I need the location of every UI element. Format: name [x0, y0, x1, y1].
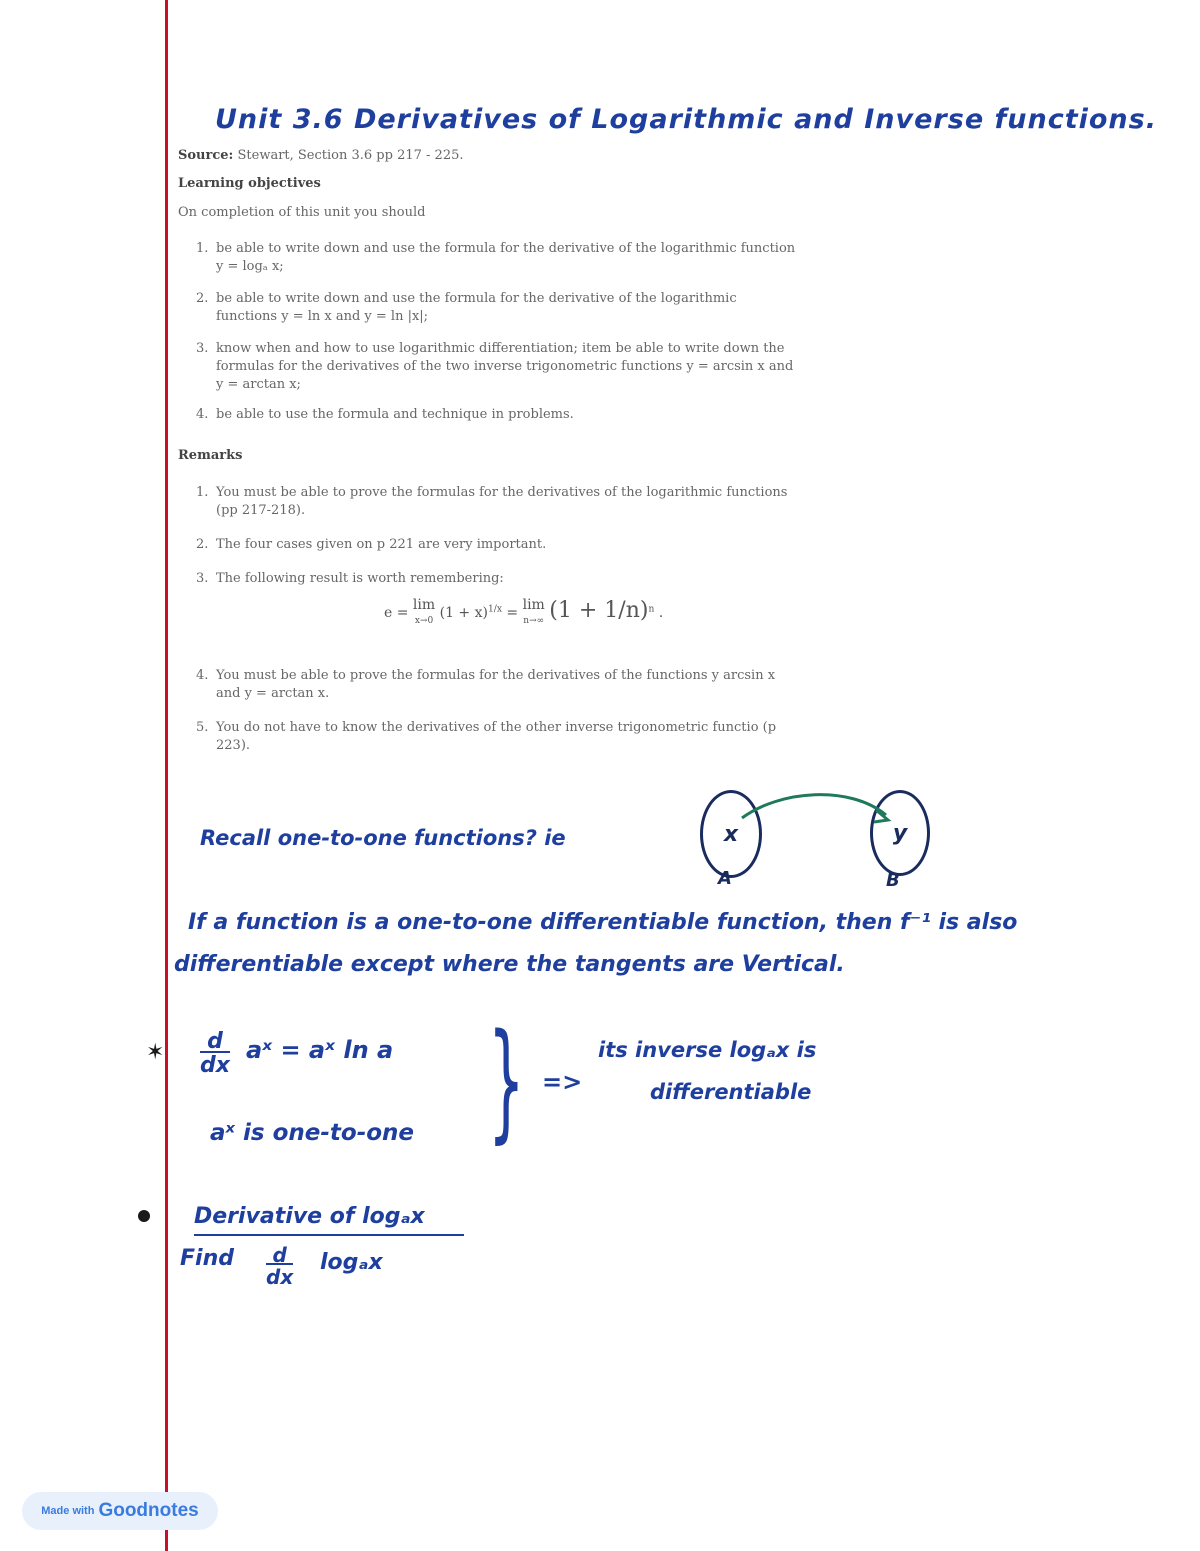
item-text: The following result is worth remembering: [216, 571, 504, 586]
item-number: 3. [196, 341, 209, 356]
item-text: be able to write down and use the formula for the derivative of the logarithmic function y = logₐ x; [216, 241, 796, 274]
formula-exp2: n [648, 604, 655, 615]
formula-eq: = [506, 605, 523, 621]
remarks-heading: Remarks [178, 448, 243, 463]
inverse-theorem-line1: If a function is a one-to-one differentiable function, then f⁻¹ is also [188, 910, 1018, 935]
formula-lim: lim [412, 597, 436, 613]
learning-objectives-heading: Learning objectives [178, 176, 321, 191]
item-text: know when and how to use logarithmic differentiation; item be able to write down the formulas for the derivatives of the two inverse trigonometric functions y = arcsin x and y = arctan x; [216, 341, 794, 392]
item-number: 1. [196, 485, 209, 500]
item-number: 1. [196, 241, 209, 256]
formula-base1: (1 + x) [439, 605, 488, 621]
star-icon: ✶ [146, 1040, 165, 1065]
source-text: Stewart, Section 3.6 pp 217 - 225. [237, 148, 464, 163]
set-b-variable: y [892, 820, 908, 846]
d-numerator: d [207, 1029, 223, 1054]
item-text: be able to use the formula and technique in problems. [216, 407, 574, 422]
formula-lim-sub: n→∞ [523, 616, 545, 626]
item-text: The four cases given on p 221 are very important. [216, 537, 547, 552]
item-number: 4. [196, 668, 209, 683]
item-text: You must be able to prove the formulas for the derivatives of the logarithmic functions (pp 217-218). [216, 485, 788, 518]
conclusion-line1: its inverse logₐx is [598, 1038, 817, 1062]
item-text: be able to write down and use the formula for the derivative of the logarithmic functions y = ln x and y = ln |x|; [216, 291, 737, 324]
formula-base2: (1 + 1/n) [549, 598, 649, 623]
recall-note: Recall one-to-one functions? ie [200, 826, 566, 850]
exp-one-to-one: aˣ is one-to-one [210, 1120, 415, 1146]
formula-lim: lim [522, 597, 545, 613]
formula-exp1: 1/x [487, 604, 502, 615]
item-text: You must be able to prove the formulas for the derivatives of the functions y arcsin x and y = arctan x. [216, 668, 776, 701]
heading-underline [194, 1234, 464, 1236]
goodnotes-badge[interactable] [22, 1492, 218, 1530]
bullet-dot [138, 1210, 150, 1222]
learning-objectives-intro: On completion of this unit you should [178, 205, 426, 220]
formula-e: e = [384, 605, 413, 621]
formula-end: . [658, 605, 664, 621]
item-text: You do not have to know the derivatives of the other inverse trigonometric functio (p 223). [216, 720, 777, 753]
formula-lim-sub: x→0 [414, 616, 434, 626]
page-title: Unit 3.6 Derivatives of Logarithmic and Inverse functions. [215, 104, 1157, 135]
d-numerator: d [272, 1243, 287, 1267]
dx-denominator: dx [266, 1265, 294, 1289]
derivative-operator [200, 1030, 230, 1078]
set-a-variable: x [723, 821, 739, 847]
inverse-theorem-line2: differentiable except where the tangents are Vertical. [174, 952, 845, 977]
find-label: Find [180, 1246, 234, 1271]
badge-small-text: Made with [41, 1505, 95, 1517]
find-expression: logₐx [320, 1250, 383, 1275]
exp-derivative-rule: aˣ = aˣ ln a [246, 1036, 394, 1064]
implies-arrow: => [542, 1068, 583, 1096]
item-number: 3. [196, 571, 209, 586]
item-number: 4. [196, 407, 209, 422]
brace-symbol: } [488, 1007, 525, 1156]
badge-brand-text: Goodnotes [98, 1500, 199, 1521]
derivative-log-heading: Derivative of logₐx [194, 1204, 425, 1229]
item-number: 5. [196, 720, 209, 735]
find-derivative-operator [266, 1244, 293, 1288]
conclusion-line2: differentiable [650, 1080, 812, 1104]
set-a-label: A [718, 868, 732, 889]
item-number: 2. [196, 537, 209, 552]
item-number: 2. [196, 291, 209, 306]
dx-denominator: dx [200, 1053, 230, 1078]
source-label: Source: [178, 148, 234, 163]
set-b-label: B [886, 870, 900, 891]
